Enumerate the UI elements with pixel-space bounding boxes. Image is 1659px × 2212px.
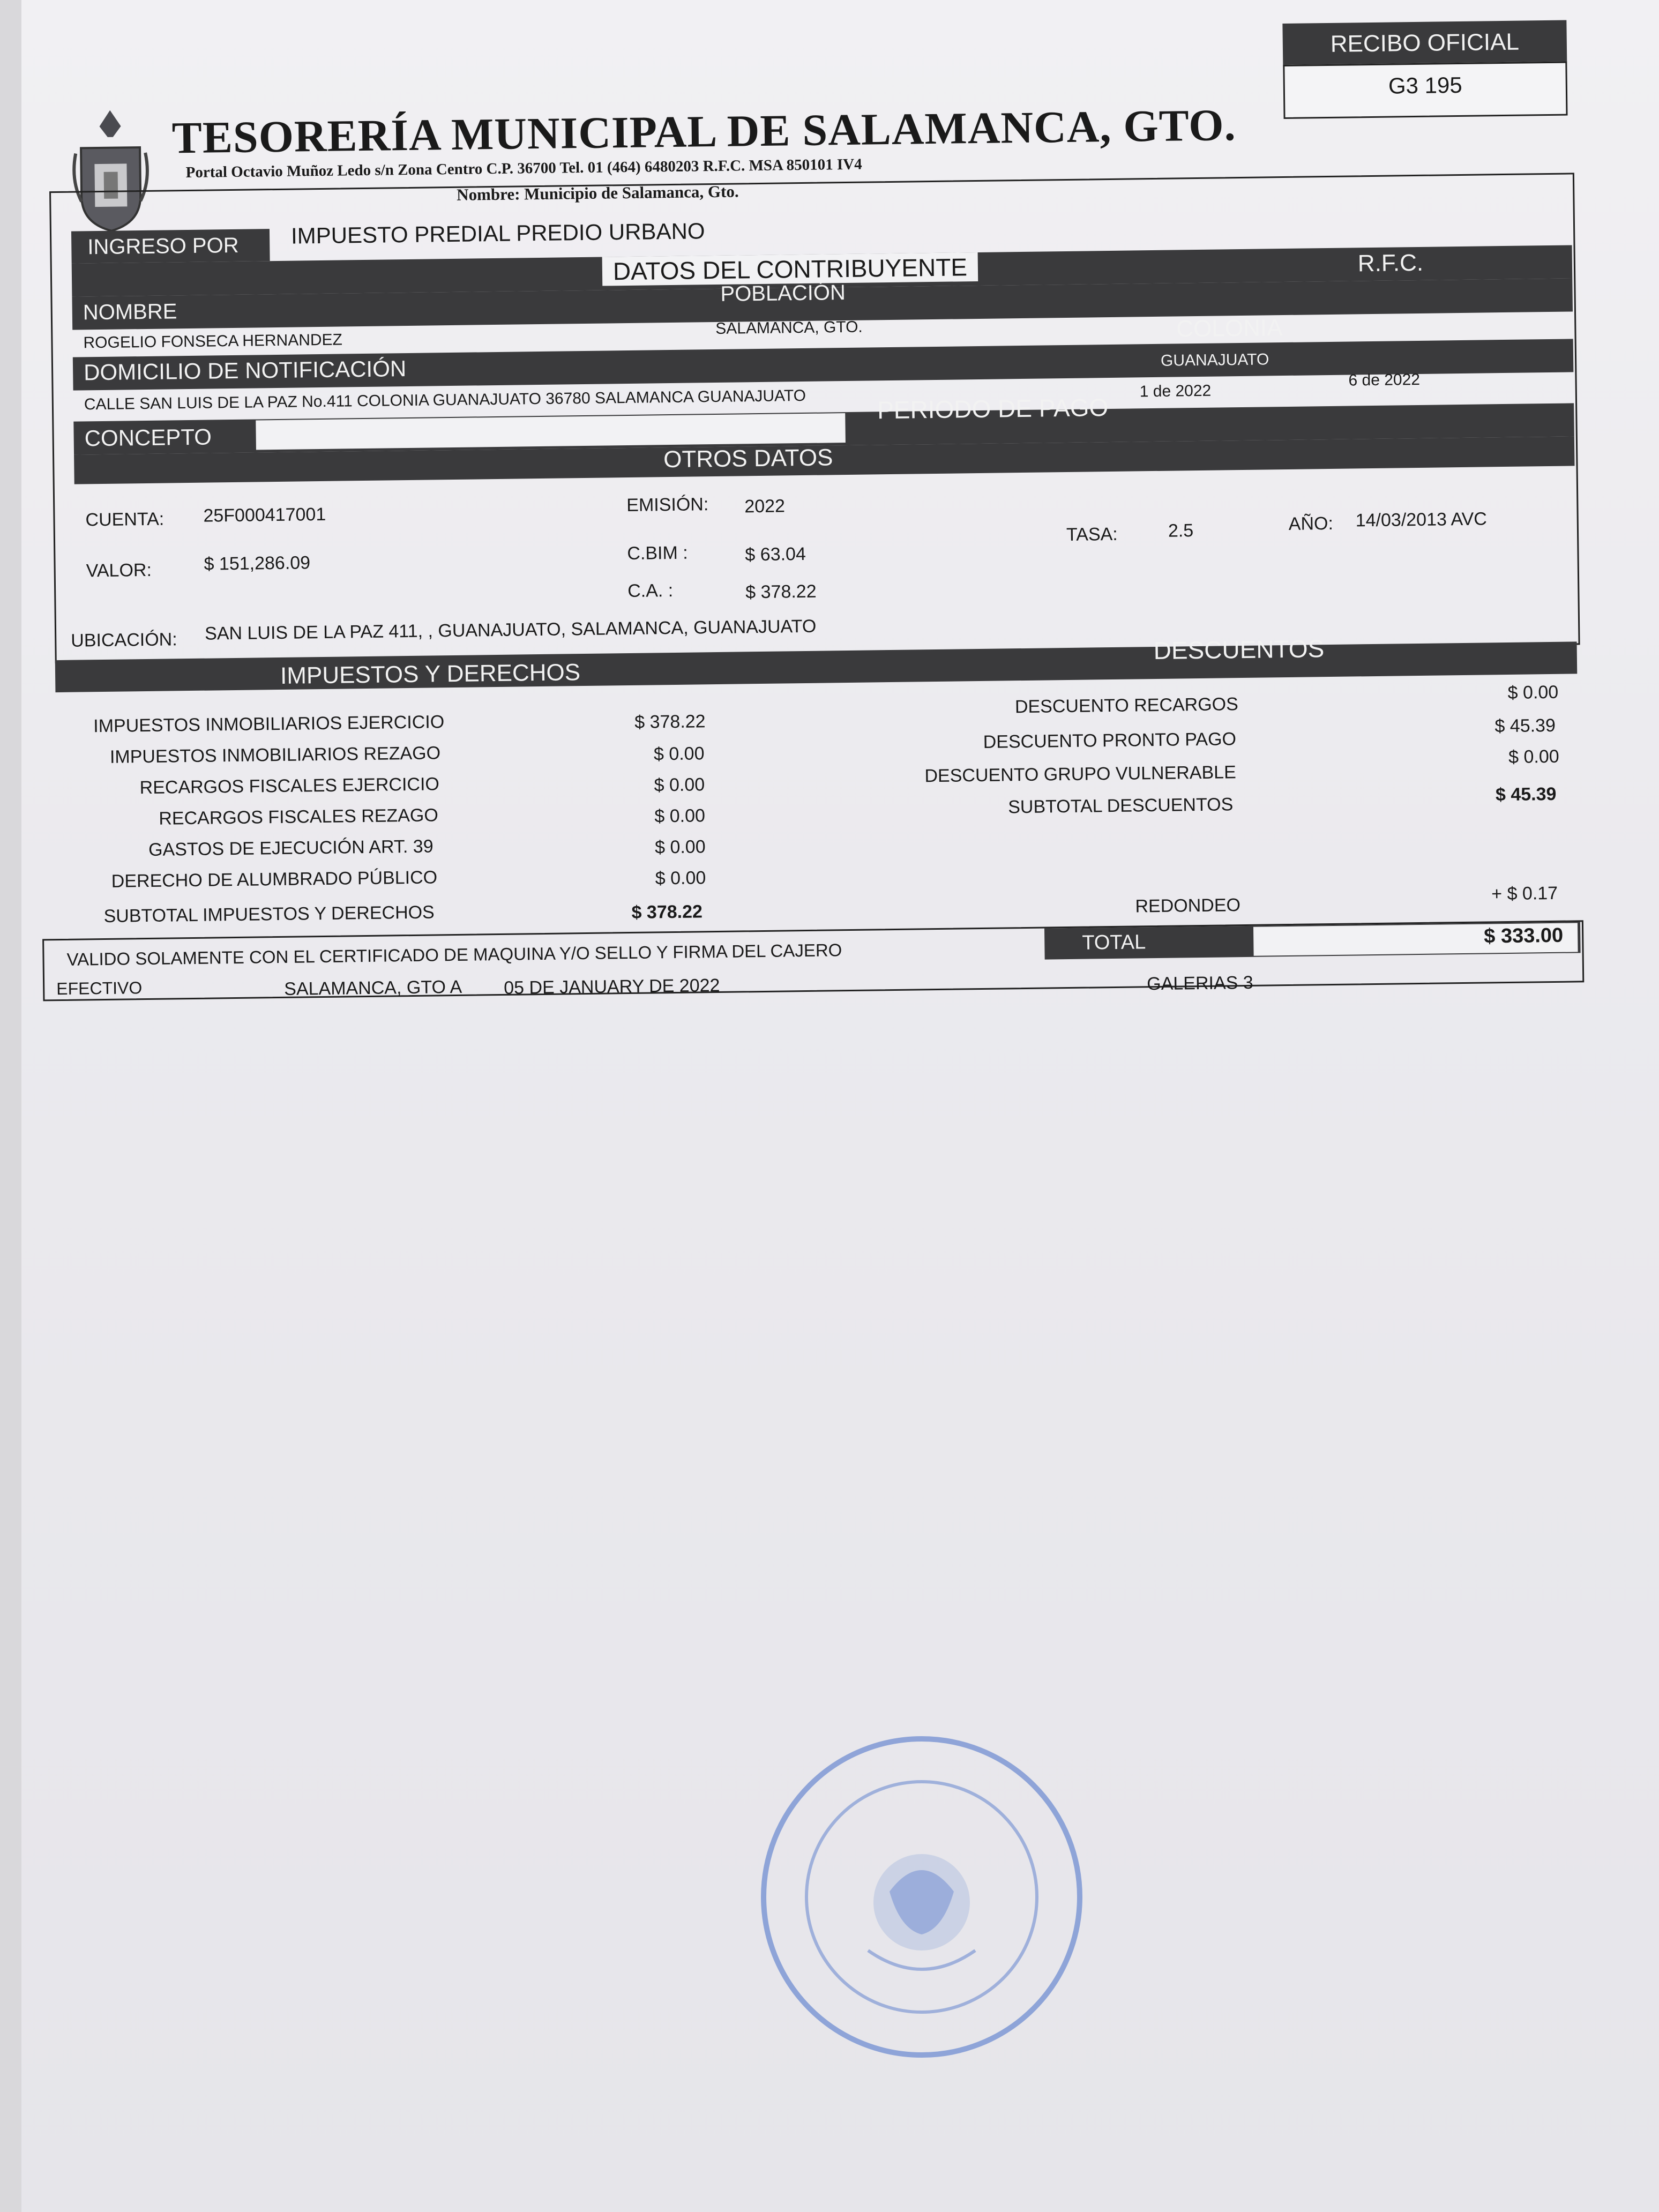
receipt-label-bar: RECIBO OFICIAL xyxy=(1282,20,1567,66)
impuesto-row-value: $ 0.00 xyxy=(654,774,705,796)
ubicacion-label: UBICACIÓN: xyxy=(71,629,177,651)
descuento-row-label: DESCUENTO GRUPO VULNERABLE xyxy=(924,762,1236,787)
redondeo-label: REDONDEO xyxy=(1135,895,1241,917)
cuenta-label: CUENTA: xyxy=(85,509,165,530)
emision-label: EMISIÓN: xyxy=(626,494,709,516)
impuesto-row-value: $ 0.00 xyxy=(653,743,705,765)
cuenta-value: 25F000417001 xyxy=(203,504,326,526)
validez-text: VALIDO SOLAMENTE CON EL CERTIFICADO DE MAQUINA Y/O SELLO Y FIRMA DEL CAJERO xyxy=(66,940,842,969)
impuesto-row-value: $ 0.00 xyxy=(654,805,706,827)
anio-label: AÑO: xyxy=(1288,513,1334,534)
ca-label: C.A. : xyxy=(627,580,674,602)
cbim-value: $ 63.04 xyxy=(745,543,806,565)
impuestos-section-title: IMPUESTOS Y DERECHOS xyxy=(280,659,581,689)
nombre-label: NOMBRE xyxy=(83,300,177,325)
impuesto-row-value: $ 0.00 xyxy=(655,868,706,889)
rfc-label: R.F.C. xyxy=(1357,249,1424,277)
impuestos-subtotal-label: SUBTOTAL IMPUESTOS Y DERECHOS xyxy=(103,902,435,927)
concepto-label: CONCEPTO xyxy=(84,424,212,451)
ingreso-label-bar: INGRESO POR xyxy=(71,229,270,264)
ingreso-value: IMPUESTO PREDIAL PREDIO URBANO xyxy=(290,218,705,249)
valor-value: $ 151,286.09 xyxy=(204,552,311,574)
poblacion-value: SALAMANCA, GTO. xyxy=(715,318,863,338)
treasury-seal-stamp xyxy=(761,1736,1082,2058)
anio-value: 14/03/2013 AVC xyxy=(1355,509,1488,531)
total-value: $ 333.00 xyxy=(1483,924,1564,948)
descuentos-subtotal-label: SUBTOTAL DESCUENTOS xyxy=(1007,794,1234,818)
colonia-value: GUANAJUATO xyxy=(1160,350,1269,370)
nombre-value: ROGELIO FONSECA HERNANDEZ xyxy=(83,331,343,352)
domicilio-label: DOMICILIO DE NOTIFICACIÓN xyxy=(83,356,407,385)
impuesto-row-label: IMPUESTOS INMOBILIARIOS REZAGO xyxy=(109,743,441,767)
descuento-row-value: $ 0.00 xyxy=(1507,682,1559,703)
impuesto-row-label: GASTOS DE EJECUCIÓN ART. 39 xyxy=(148,836,434,860)
impuesto-row-label: RECARGOS FISCALES EJERCICIO xyxy=(139,774,440,798)
total-label: TOTAL xyxy=(1082,931,1146,954)
descuento-row-label: DESCUENTO PRONTO PAGO xyxy=(983,729,1237,752)
periodo-inicio: 1 de 2022 xyxy=(1139,382,1212,401)
impuesto-row-label: IMPUESTOS INMOBILIARIOS EJERCICIO xyxy=(93,712,445,737)
receipt-folio: G3 195 xyxy=(1388,72,1462,99)
impuestos-subtotal-value: $ 378.22 xyxy=(631,901,703,923)
periodo-fin: 6 de 2022 xyxy=(1348,370,1421,390)
tasa-label: TASA: xyxy=(1066,524,1118,545)
emision-value: 2022 xyxy=(744,496,786,517)
redondeo-value: + $ 0.17 xyxy=(1491,883,1558,905)
descuentos-section-title: DESCUENTOS xyxy=(1153,634,1325,665)
treasury-title: TESORERÍA MUNICIPAL DE SALAMANCA, GTO. xyxy=(171,100,1237,163)
treasury-name: Nombre: Municipio de Salamanca, Gto. xyxy=(456,182,739,204)
ca-value: $ 378.22 xyxy=(745,581,817,603)
valor-label: VALOR: xyxy=(86,559,152,581)
treasury-address: Portal Octavio Muñoz Ledo s/n Zona Centro C.P. 36700 Tel. 01 (464) 6480203 R.F.C. MSA 850101 IV4 xyxy=(185,155,862,182)
impuesto-row-value: $ 378.22 xyxy=(634,711,706,733)
descuento-row-value: $ 45.39 xyxy=(1494,715,1556,737)
domicilio-value: CALLE SAN LUIS DE LA PAZ No.411 COLONIA GUANAJUATO 36780 SALAMANCA GUANAJUATO xyxy=(84,386,806,414)
contribuyente-section-title: DATOS DEL CONTRIBUYENTE xyxy=(602,252,978,286)
descuentos-subtotal-value: $ 45.39 xyxy=(1495,783,1557,805)
impuesto-row-label: DERECHO DE ALUMBRADO PÚBLICO xyxy=(111,867,438,892)
tasa-value: 2.5 xyxy=(1168,520,1194,541)
lugar-text: SALAMANCA, GTO A xyxy=(284,976,462,999)
otros-section-title: OTROS DATOS xyxy=(663,444,833,473)
descuento-row-label: DESCUENTO RECARGOS xyxy=(1014,694,1239,718)
cbim-label: C.BIM : xyxy=(627,542,688,564)
ubicacion-value: SAN LUIS DE LA PAZ 411, , GUANAJUATO, SALAMANCA, GUANAJUATO xyxy=(204,616,817,644)
caja-text: GALERIAS 3 xyxy=(1147,972,1253,995)
fecha-text: 05 DE JANUARY DE 2022 xyxy=(504,975,720,998)
impuesto-row-label: RECARGOS FISCALES REZAGO xyxy=(159,805,439,829)
impuesto-row-value: $ 0.00 xyxy=(654,836,706,858)
receipt-form xyxy=(0,0,1659,1028)
periodo-label: PERIODO DE PAGO xyxy=(877,393,1109,424)
colonia-label: COLONIA xyxy=(1176,315,1283,342)
poblacion-label: POBLACIÓN xyxy=(720,281,846,306)
pago-forma: EFECTIVO xyxy=(56,978,143,999)
descuento-row-value: $ 0.00 xyxy=(1508,746,1559,767)
